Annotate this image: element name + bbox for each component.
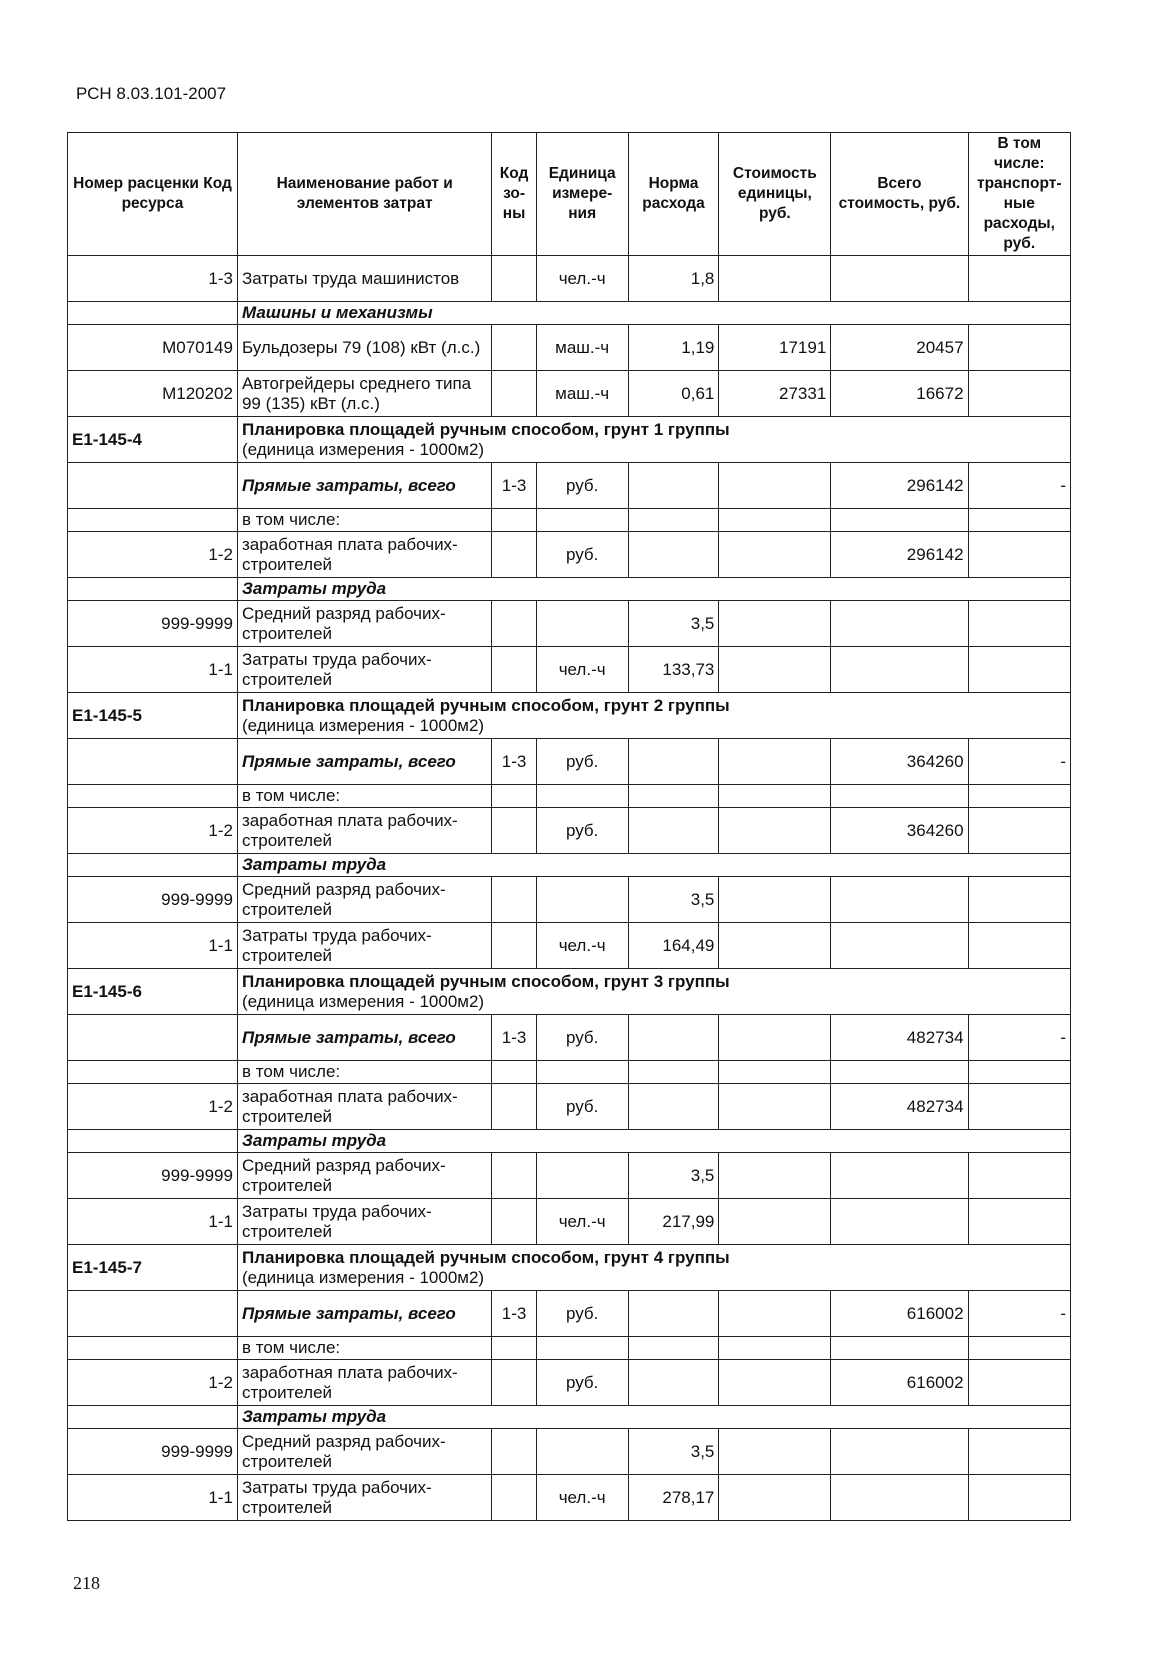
norm: [628, 532, 719, 578]
work-name: Бульдозеры 79 (108) кВт (л.с.): [237, 325, 491, 371]
total-cost: 616002: [831, 1291, 968, 1337]
norm: [628, 1360, 719, 1406]
unit: [536, 1337, 628, 1360]
work-name: заработная плата рабочих-строителей: [237, 1084, 491, 1130]
norm: 3,5: [628, 601, 719, 647]
work-name: в том числе:: [237, 509, 491, 532]
zone-code: [492, 1337, 536, 1360]
section-row: [68, 1130, 1071, 1153]
transport-cost: [968, 1199, 1070, 1245]
norm: [628, 1015, 719, 1061]
unit: руб.: [536, 1015, 628, 1061]
section-title: Затраты труда: [237, 578, 1070, 601]
unit-cost: [719, 1015, 831, 1061]
unit-cost: [719, 1475, 831, 1521]
zone-code: [492, 1153, 536, 1199]
total-cost: 296142: [831, 532, 968, 578]
zone-code: [492, 371, 536, 417]
unit-cost: [719, 1337, 831, 1360]
work-name: Средний разряд рабочих-строителей: [237, 601, 491, 647]
section-row: [68, 854, 1071, 877]
unit-cost: [719, 1199, 831, 1245]
resource-code: 1-1: [68, 923, 238, 969]
norm: [628, 463, 719, 509]
rate-title: [237, 969, 1070, 1015]
transport-cost: -: [968, 463, 1070, 509]
transport-cost: [968, 1337, 1070, 1360]
rate-title: [237, 417, 1070, 463]
page-number: 218: [73, 1573, 100, 1593]
total-cost: [831, 1475, 968, 1521]
norm: 133,73: [628, 647, 719, 693]
resource-code: [68, 739, 238, 785]
work-name: заработная плата рабочих-строителей: [237, 1360, 491, 1406]
norm: 1,19: [628, 325, 719, 371]
transport-cost: -: [968, 739, 1070, 785]
resource-code: [68, 854, 238, 877]
transport-cost: [968, 877, 1070, 923]
rate-header-row: [68, 1245, 1071, 1291]
table-row: [68, 647, 1071, 693]
zone-code: [492, 877, 536, 923]
transport-cost: [968, 785, 1070, 808]
rate-unit-note: (единица измерения - 1000м2): [241, 715, 485, 735]
unit: руб.: [536, 808, 628, 854]
unit-cost: [719, 785, 831, 808]
zone-code: [492, 1084, 536, 1130]
work-name: Автогрейдеры среднего типа 99 (135) кВт (л.с.): [237, 371, 491, 417]
resource-code: 1-2: [68, 808, 238, 854]
resource-code: [68, 1061, 238, 1084]
resource-code: 999-9999: [68, 877, 238, 923]
norm: [628, 1061, 719, 1084]
rate-code: Е1-145-5: [68, 693, 238, 739]
unit: чел.-ч: [536, 923, 628, 969]
zone-code: [492, 601, 536, 647]
total-cost: [831, 785, 968, 808]
unit: чел.-ч: [536, 256, 628, 302]
unit-cost: [719, 1429, 831, 1475]
resource-code: 1-1: [68, 647, 238, 693]
total-cost: [831, 1153, 968, 1199]
table-row: [68, 1360, 1071, 1406]
column-header: Номер расценки Код ресурса: [68, 133, 238, 256]
unit-cost: [719, 256, 831, 302]
rate-title-text: Планировка площадей ручным способом, грунт 1 группы: [241, 419, 730, 439]
resource-code: 1-3: [68, 256, 238, 302]
work-name: Затраты труда машинистов: [237, 256, 491, 302]
unit-cost: [719, 601, 831, 647]
unit-cost: [719, 1360, 831, 1406]
unit: [536, 1061, 628, 1084]
unit: [536, 877, 628, 923]
rate-title: [237, 693, 1070, 739]
norm: 217,99: [628, 1199, 719, 1245]
column-header: Норма расхода: [628, 133, 719, 256]
resource-code: [68, 1130, 238, 1153]
work-name: Прямые затраты, всего: [237, 1015, 491, 1061]
work-name: Затраты труда рабочих-строителей: [237, 1199, 491, 1245]
unit: чел.-ч: [536, 1199, 628, 1245]
norm: 0,61: [628, 371, 719, 417]
norm: [628, 808, 719, 854]
total-cost: 364260: [831, 739, 968, 785]
resource-code: 1-1: [68, 1475, 238, 1521]
table-row: [68, 1084, 1071, 1130]
table-row: [68, 509, 1071, 532]
total-cost: [831, 1337, 968, 1360]
zone-code: [492, 1061, 536, 1084]
table-row: [68, 1429, 1071, 1475]
resource-code: [68, 463, 238, 509]
total-cost: [831, 1199, 968, 1245]
total-cost: 296142: [831, 463, 968, 509]
zone-code: [492, 509, 536, 532]
zone-code: 1-3: [492, 1291, 536, 1337]
table-row: [68, 532, 1071, 578]
transport-cost: [968, 1475, 1070, 1521]
table-row: [68, 463, 1071, 509]
unit-cost: 27331: [719, 371, 831, 417]
table-row: [68, 1337, 1071, 1360]
unit-cost: [719, 923, 831, 969]
norm: 278,17: [628, 1475, 719, 1521]
unit-cost: [719, 808, 831, 854]
resource-code: М070149: [68, 325, 238, 371]
rate-code: Е1-145-7: [68, 1245, 238, 1291]
unit-cost: [719, 739, 831, 785]
norm: 3,5: [628, 1429, 719, 1475]
norm: [628, 739, 719, 785]
resource-code: 999-9999: [68, 601, 238, 647]
total-cost: 616002: [831, 1360, 968, 1406]
work-name: в том числе:: [237, 785, 491, 808]
work-name: Прямые затраты, всего: [237, 1291, 491, 1337]
resource-code: 1-1: [68, 1199, 238, 1245]
transport-cost: [968, 923, 1070, 969]
table-row: [68, 371, 1071, 417]
resource-code: М120202: [68, 371, 238, 417]
work-name: заработная плата рабочих-строителей: [237, 532, 491, 578]
table-header-row: [68, 133, 1071, 256]
unit: руб.: [536, 1084, 628, 1130]
table-row: [68, 1475, 1071, 1521]
section-title: Затраты труда: [237, 1406, 1070, 1429]
unit-cost: [719, 532, 831, 578]
unit: [536, 1429, 628, 1475]
transport-cost: [968, 1061, 1070, 1084]
resource-code: 999-9999: [68, 1429, 238, 1475]
work-name: Средний разряд рабочих-строителей: [237, 877, 491, 923]
rate-title-text: Планировка площадей ручным способом, грунт 3 группы: [241, 971, 730, 991]
transport-cost: -: [968, 1291, 1070, 1337]
rate-code: Е1-145-4: [68, 417, 238, 463]
unit: руб.: [536, 739, 628, 785]
norm: [628, 785, 719, 808]
norm: 164,49: [628, 923, 719, 969]
rate-title-text: Планировка площадей ручным способом, грунт 2 группы: [241, 695, 730, 715]
rate-title-text: Планировка площадей ручным способом, грунт 4 группы: [241, 1247, 730, 1267]
table-row: [68, 1015, 1071, 1061]
unit: чел.-ч: [536, 647, 628, 693]
column-header: Всего стоимость, руб.: [831, 133, 968, 256]
norm: [628, 1084, 719, 1130]
zone-code: [492, 1475, 536, 1521]
work-name: Затраты труда рабочих-строителей: [237, 923, 491, 969]
resource-code: [68, 509, 238, 532]
work-name: Прямые затраты, всего: [237, 739, 491, 785]
document-code: РСН 8.03.101-2007: [76, 84, 227, 103]
resource-code: [68, 1406, 238, 1429]
unit-cost: [719, 509, 831, 532]
table-row: [68, 601, 1071, 647]
zone-code: [492, 1360, 536, 1406]
total-cost: [831, 923, 968, 969]
table-row: [68, 1153, 1071, 1199]
rate-header-row: [68, 969, 1071, 1015]
resource-code: 999-9999: [68, 1153, 238, 1199]
section-row: [68, 578, 1071, 601]
total-cost: 482734: [831, 1015, 968, 1061]
unit: [536, 601, 628, 647]
total-cost: [831, 877, 968, 923]
work-name: Прямые затраты, всего: [237, 463, 491, 509]
column-header: Наименование работ и элементов затрат: [237, 133, 491, 256]
work-name: Средний разряд рабочих-строителей: [237, 1153, 491, 1199]
table-row: [68, 325, 1071, 371]
resource-code: [68, 1291, 238, 1337]
zone-code: 1-3: [492, 1015, 536, 1061]
table-row: [68, 1291, 1071, 1337]
norm: [628, 509, 719, 532]
table-row: [68, 256, 1071, 302]
zone-code: 1-3: [492, 739, 536, 785]
section-title: Затраты труда: [237, 854, 1070, 877]
norm: 1,8: [628, 256, 719, 302]
total-cost: [831, 256, 968, 302]
section-row: [68, 1406, 1071, 1429]
total-cost: 364260: [831, 808, 968, 854]
work-name: в том числе:: [237, 1337, 491, 1360]
unit-cost: [719, 877, 831, 923]
unit: руб.: [536, 1291, 628, 1337]
transport-cost: [968, 1084, 1070, 1130]
work-name: заработная плата рабочих-строителей: [237, 808, 491, 854]
transport-cost: [968, 1360, 1070, 1406]
table-body: [68, 256, 1071, 1521]
table-row: [68, 785, 1071, 808]
unit: чел.-ч: [536, 1475, 628, 1521]
transport-cost: [968, 532, 1070, 578]
total-cost: [831, 1429, 968, 1475]
unit-cost: [719, 647, 831, 693]
rate-code: Е1-145-6: [68, 969, 238, 1015]
resource-code: 1-2: [68, 532, 238, 578]
rate-header-row: [68, 417, 1071, 463]
column-header: Код зо-ны: [492, 133, 536, 256]
rates-table: [67, 132, 1071, 1521]
zone-code: [492, 923, 536, 969]
table-row: [68, 1199, 1071, 1245]
work-name: Средний разряд рабочих-строителей: [237, 1429, 491, 1475]
work-name: в том числе:: [237, 1061, 491, 1084]
unit-cost: [719, 1291, 831, 1337]
table-row: [68, 923, 1071, 969]
resource-code: 1-2: [68, 1360, 238, 1406]
zone-code: [492, 785, 536, 808]
zone-code: [492, 532, 536, 578]
norm: [628, 1291, 719, 1337]
transport-cost: [968, 325, 1070, 371]
total-cost: [831, 1061, 968, 1084]
norm: 3,5: [628, 1153, 719, 1199]
transport-cost: [968, 509, 1070, 532]
zone-code: [492, 647, 536, 693]
unit: руб.: [536, 463, 628, 509]
zone-code: [492, 1199, 536, 1245]
resource-code: [68, 785, 238, 808]
resource-code: [68, 578, 238, 601]
zone-code: 1-3: [492, 463, 536, 509]
column-header: Стоимость единицы, руб.: [719, 133, 831, 256]
work-name: Затраты труда рабочих-строителей: [237, 647, 491, 693]
norm: 3,5: [628, 877, 719, 923]
unit: руб.: [536, 1360, 628, 1406]
resource-code: 1-2: [68, 1084, 238, 1130]
table-row: [68, 808, 1071, 854]
zone-code: [492, 256, 536, 302]
total-cost: [831, 509, 968, 532]
column-header: В том числе: транспорт-ные расходы, руб.: [968, 133, 1070, 256]
resource-code: [68, 1015, 238, 1061]
unit: руб.: [536, 532, 628, 578]
transport-cost: [968, 601, 1070, 647]
rate-unit-note: (единица измерения - 1000м2): [241, 991, 485, 1011]
transport-cost: [968, 1429, 1070, 1475]
column-header: Единица измере-ния: [536, 133, 628, 256]
unit: [536, 1153, 628, 1199]
section-title: Машины и механизмы: [237, 302, 1070, 325]
zone-code: [492, 325, 536, 371]
resource-code: [68, 1337, 238, 1360]
norm: [628, 1337, 719, 1360]
unit: [536, 785, 628, 808]
resource-code: [68, 302, 238, 325]
rate-unit-note: (единица измерения - 1000м2): [241, 439, 485, 459]
transport-cost: [968, 647, 1070, 693]
table-row: [68, 1061, 1071, 1084]
rate-unit-note: (единица измерения - 1000м2): [241, 1267, 485, 1287]
total-cost: 20457: [831, 325, 968, 371]
transport-cost: [968, 1153, 1070, 1199]
unit-cost: 17191: [719, 325, 831, 371]
zone-code: [492, 1429, 536, 1475]
unit-cost: [719, 1061, 831, 1084]
work-name: Затраты труда рабочих-строителей: [237, 1475, 491, 1521]
total-cost: [831, 601, 968, 647]
total-cost: 16672: [831, 371, 968, 417]
zone-code: [492, 808, 536, 854]
table-row: [68, 877, 1071, 923]
transport-cost: [968, 808, 1070, 854]
total-cost: [831, 647, 968, 693]
transport-cost: [968, 371, 1070, 417]
rate-header-row: [68, 693, 1071, 739]
unit-cost: [719, 463, 831, 509]
transport-cost: [968, 256, 1070, 302]
transport-cost: -: [968, 1015, 1070, 1061]
unit-cost: [719, 1084, 831, 1130]
rate-title: [237, 1245, 1070, 1291]
total-cost: 482734: [831, 1084, 968, 1130]
table-row: [68, 739, 1071, 785]
unit: маш.-ч: [536, 371, 628, 417]
section-row: [68, 302, 1071, 325]
unit: [536, 509, 628, 532]
unit: маш.-ч: [536, 325, 628, 371]
section-title: Затраты труда: [237, 1130, 1070, 1153]
unit-cost: [719, 1153, 831, 1199]
